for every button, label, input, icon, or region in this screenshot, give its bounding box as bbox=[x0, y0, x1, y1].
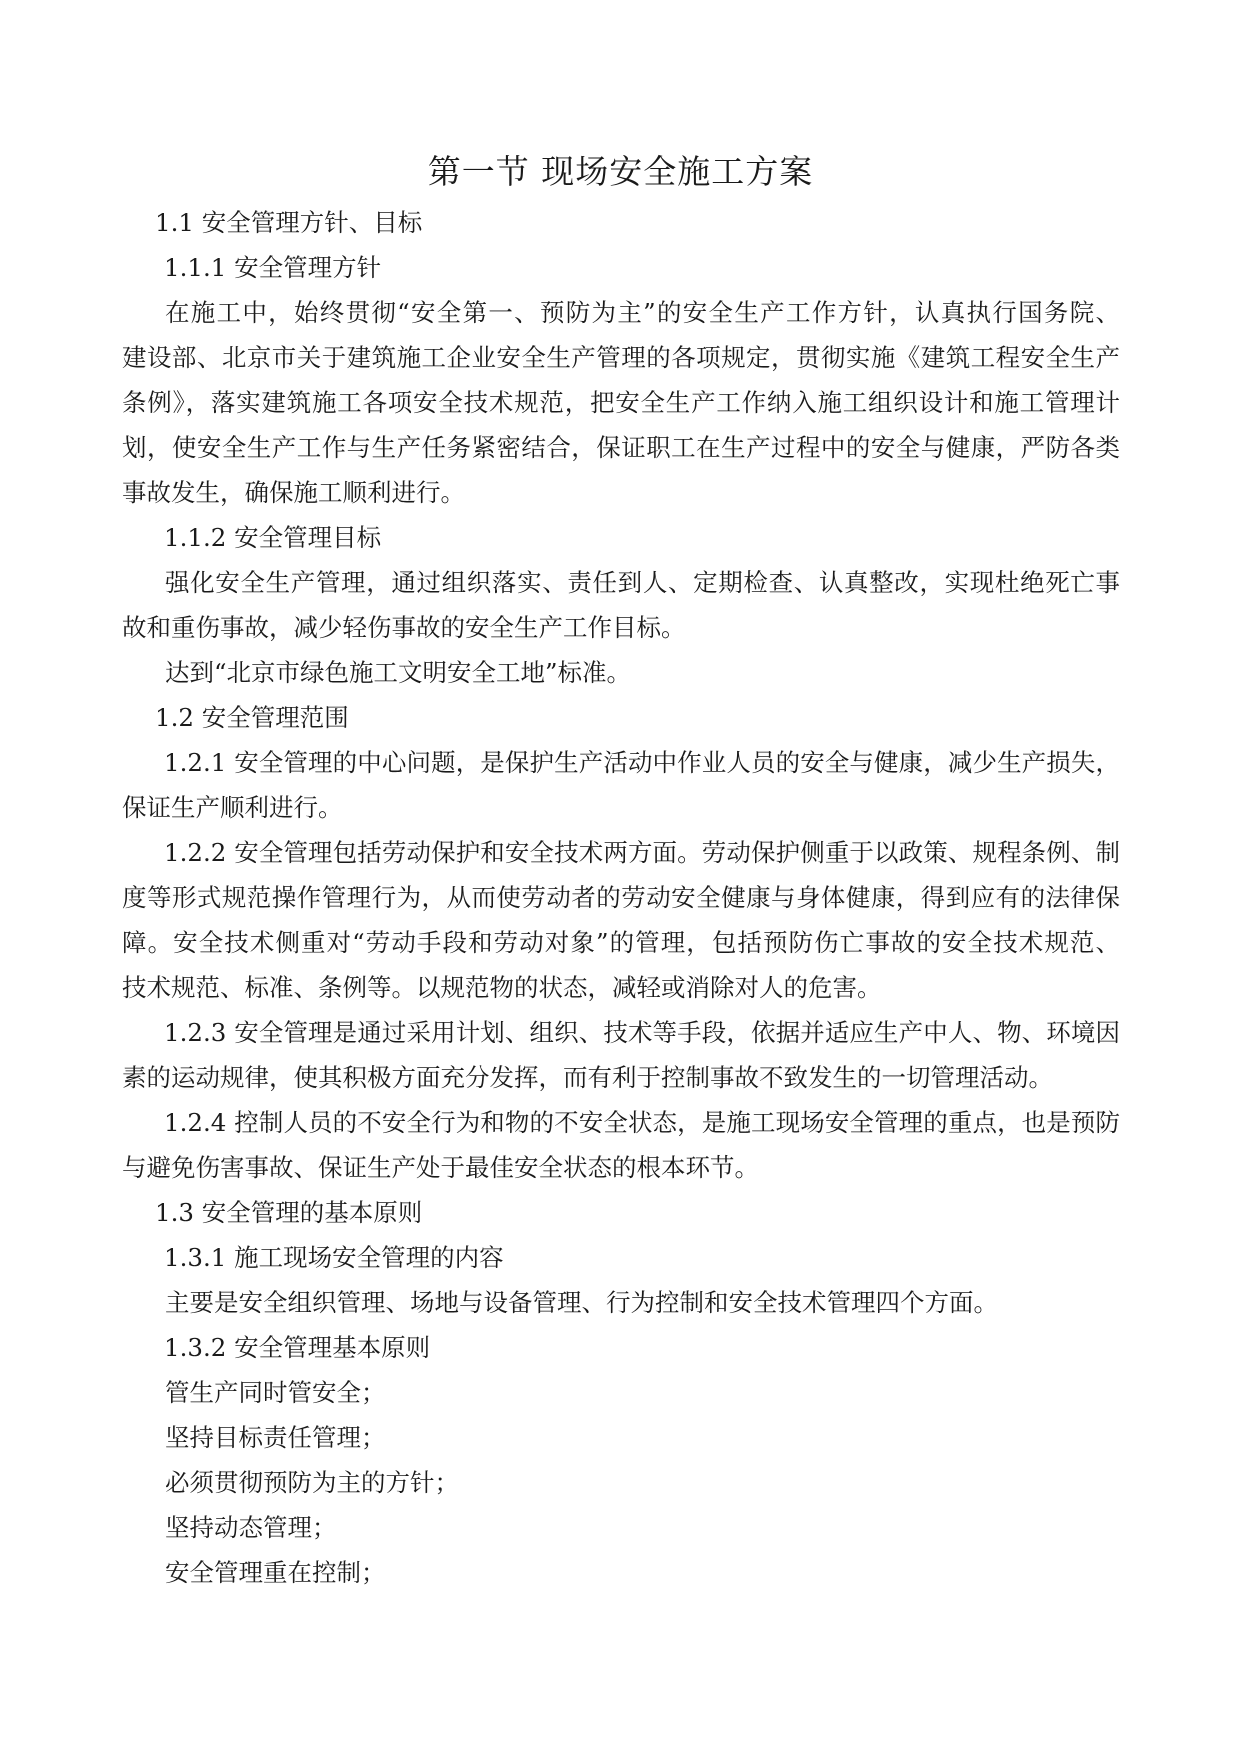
text-line: 必须贯彻预防为主的方针； bbox=[165, 1468, 459, 1497]
text-line: 划，使安全生产工作与生产任务紧密结合，保证职工在生产过程中的安全与健康，严防各类 bbox=[122, 433, 1120, 462]
text-line: 管生产同时管安全； bbox=[165, 1378, 386, 1407]
text-line: 1.2.2 安全管理包括劳动保护和安全技术两方面。劳动保护侧重于以政策、规程条例、制 bbox=[164, 838, 1120, 867]
text-line: 1.2 安全管理范围 bbox=[155, 703, 349, 732]
text-line: 保证生产顺利进行。 bbox=[122, 793, 343, 822]
text-line: 1.2.4 控制人员的不安全行为和物的不安全状态，是施工现场安全管理的重点，也是预防 bbox=[164, 1108, 1120, 1137]
text-line: 达到“北京市绿色施工文明安全工地”标准。 bbox=[165, 658, 632, 687]
section-title: 第一节 现场安全施工方案 bbox=[427, 152, 814, 191]
text-line: 1.3 安全管理的基本原则 bbox=[155, 1198, 423, 1227]
text-line: 度等形式规范操作管理行为，从而使劳动者的劳动安全健康与身体健康，得到应有的法律保 bbox=[122, 883, 1120, 912]
text-line: 坚持目标责任管理； bbox=[165, 1423, 386, 1452]
text-line: 素的运动规律，使其积极方面充分发挥，而有利于控制事故不致发生的一切管理活动。 bbox=[122, 1063, 1053, 1092]
text-line: 1.3.1 施工现场安全管理的内容 bbox=[164, 1243, 504, 1272]
text-line: 障。安全技术侧重对“劳动手段和劳动对象”的管理，包括预防伤亡事故的安全技术规范、 bbox=[122, 928, 1120, 957]
text-line: 1.2.3 安全管理是通过采用计划、组织、技术等手段，依据并适应生产中人、物、环境因 bbox=[164, 1018, 1120, 1047]
text-line: 安全管理重在控制； bbox=[165, 1558, 386, 1587]
text-line: 坚持动态管理； bbox=[165, 1513, 337, 1542]
text-line: 1.3.2 安全管理基本原则 bbox=[164, 1333, 431, 1362]
text-line: 技术规范、标准、条例等。以规范物的状态，减轻或消除对人的危害。 bbox=[122, 973, 882, 1002]
text-line: 与避免伤害事故、保证生产处于最佳安全状态的根本环节。 bbox=[122, 1153, 759, 1182]
text-line: 在施工中，始终贯彻“安全第一、预防为主”的安全生产工作方针，认真执行国务院、 bbox=[165, 298, 1120, 327]
document-body bbox=[122, 200, 1120, 1595]
text-line: 1.1.1 安全管理方针 bbox=[164, 253, 382, 282]
text-line: 1.1 安全管理方针、目标 bbox=[155, 208, 423, 237]
text-line: 条例》，落实建筑施工各项安全技术规范，把安全生产工作纳入施工组织设计和施工管理计 bbox=[122, 388, 1120, 417]
text-line: 强化安全生产管理，通过组织落实、责任到人、定期检查、认真整改，实现杜绝死亡事 bbox=[165, 568, 1120, 597]
text-line: 1.2.1 安全管理的中心问题，是保护生产活动中作业人员的安全与健康，减少生产损失， bbox=[164, 748, 1120, 777]
text-line: 事故发生，确保施工顺利进行。 bbox=[122, 478, 465, 507]
text-line: 主要是安全组织管理、场地与设备管理、行为控制和安全技术管理四个方面。 bbox=[165, 1288, 998, 1317]
text-line: 建设部、北京市关于建筑施工企业安全生产管理的各项规定，贯彻实施《建筑工程安全生产 bbox=[122, 343, 1120, 372]
text-line: 故和重伤事故，减少轻伤事故的安全生产工作目标。 bbox=[122, 613, 686, 642]
text-line: 1.1.2 安全管理目标 bbox=[164, 523, 382, 552]
